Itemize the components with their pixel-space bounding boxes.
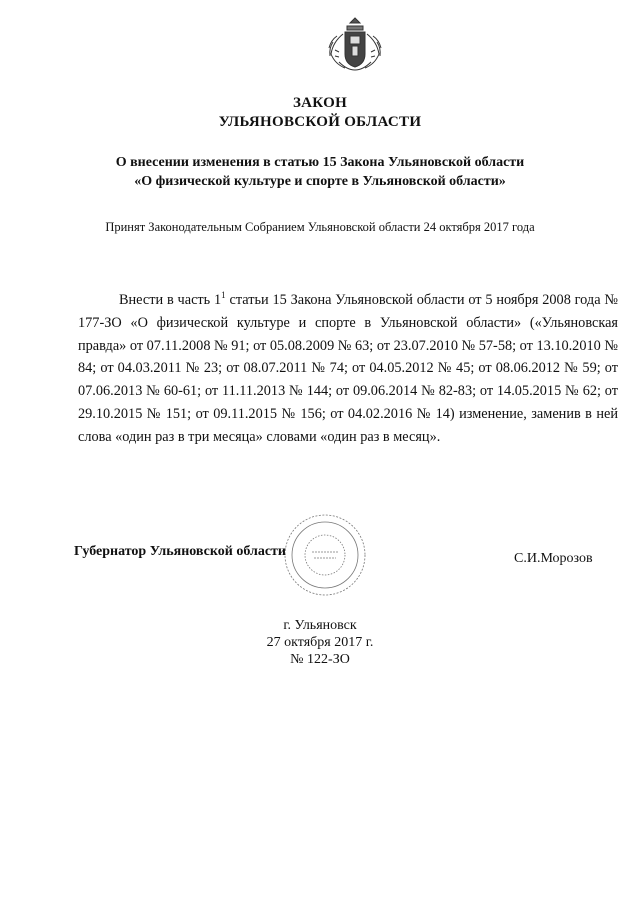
signing-city: г. Ульяновск (283, 618, 357, 633)
governor-name: С.И.Морозов (514, 551, 593, 566)
signing-details (0, 617, 640, 668)
official-seal-stamp-icon (282, 512, 368, 598)
law-body-paragraph (78, 289, 618, 449)
body-text-rest: статьи 15 Закона Ульяновской области от 5 ноября 2008 года № 177-ЗО «О физической культуре и спорте в Ульяновской области» («Ульяновская правда» от 07.11.2008 № 91; от 05.08.2009 № 63; от 23.07.2010 № 57-58; от 13.10.2010 № 84; от 04.03.2011 № 23; от 08.07.2011 № 74; от 04.05.2012 № 45; от 08.06.2012 № 59; от 07.06.2013 № 60-61; от 11.11.2013 № 144; от 09.06.2014 № 82-83; от 14.05.2015 № 62; от 29.10.2015 № 151; от 09.11.2015 № 156; от 04.02.2016 № 14) изменение, заменив в ней слова «один раз в три месяца» словами «один раз в месяц». (78, 292, 619, 445)
law-subtitle-line1: О внесении изменения в статью 15 Закона Ульяновской области (115, 155, 525, 170)
body-text-start: Внести в часть 1 (119, 292, 222, 308)
law-title-line1: ЗАКОН (292, 95, 348, 111)
law-subtitle-line2: «О физической культуре и спорте в Ульяновской области» (134, 174, 506, 189)
governor-title: Губернатор Ульяновской области (74, 544, 286, 559)
adoption-statement: Принят Законодательным Собранием Ульяновской области 24 октября 2017 года (105, 220, 535, 234)
law-title-line2: УЛЬЯНОВСКОЙ ОБЛАСТИ (218, 114, 422, 130)
law-subtitle (0, 153, 640, 191)
law-title (0, 94, 640, 132)
ulyanovsk-coat-of-arms-icon (323, 14, 387, 74)
law-number: № 122-ЗО (290, 652, 350, 667)
signing-date: 27 октября 2017 г. (266, 635, 374, 650)
part-superscript: 1 (221, 290, 226, 301)
